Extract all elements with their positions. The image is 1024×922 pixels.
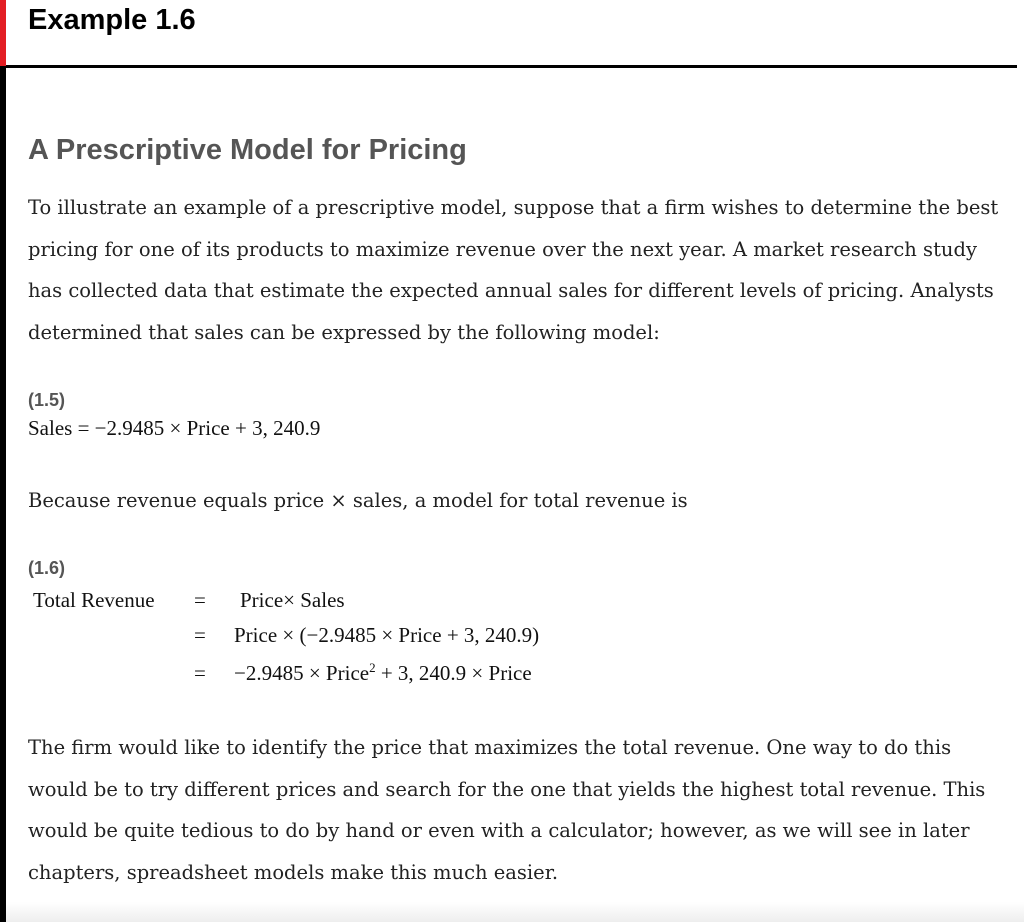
revenue-line-3-term: −2.9485 × Price bbox=[234, 661, 370, 685]
equals-sign: = bbox=[194, 661, 206, 685]
header-divider bbox=[6, 65, 1017, 68]
equals-sign: = bbox=[194, 623, 206, 647]
equation-label-1-6: (1.6) bbox=[28, 558, 66, 578]
revenue-line-3-rest: + 3, 240.9 × Price bbox=[375, 661, 532, 685]
equation-label-1-5: (1.5) bbox=[28, 390, 66, 410]
revenue-paragraph: Because revenue equals price × sales, a model for total revenue is bbox=[28, 489, 688, 512]
revenue-line-3 bbox=[234, 661, 532, 686]
section-heading: A Prescriptive Model for Pricing bbox=[28, 134, 467, 166]
revenue-line-2: Price × (−2.9485 × Price + 3, 240.9) bbox=[234, 623, 540, 647]
example-title: Example 1.6 bbox=[28, 4, 196, 36]
conclusion-paragraph: The firm would like to identify the price that maximizes the total revenue. One way to do this would be to try different prices and search for the one that yields the highest total revenue. This would be quite tedious to do by hand or even with a calculator; however, as we will see in later chapters, spreadsheet models make this much easier. bbox=[28, 736, 986, 884]
equals-sign: = bbox=[194, 588, 206, 612]
accent-marker bbox=[0, 0, 6, 66]
sales-equation: Sales = −2.9485 × Price + 3, 240.9 bbox=[28, 416, 321, 440]
exponent: 2 bbox=[369, 660, 376, 675]
revenue-line-1: Price× Sales bbox=[240, 588, 345, 612]
total-revenue-lhs: Total Revenue bbox=[33, 588, 155, 612]
intro-paragraph: To illustrate an example of a prescriptive model, suppose that a firm wishes to determine the best pricing for one of its products to maximize revenue over the next year. A market research study has collected data that estimate the expected annual sales for different levels of pricing. Analysts determined that sales can be expressed by the following model: bbox=[28, 196, 999, 344]
left-margin-bar bbox=[0, 0, 6, 922]
bottom-shadow bbox=[6, 902, 1024, 922]
